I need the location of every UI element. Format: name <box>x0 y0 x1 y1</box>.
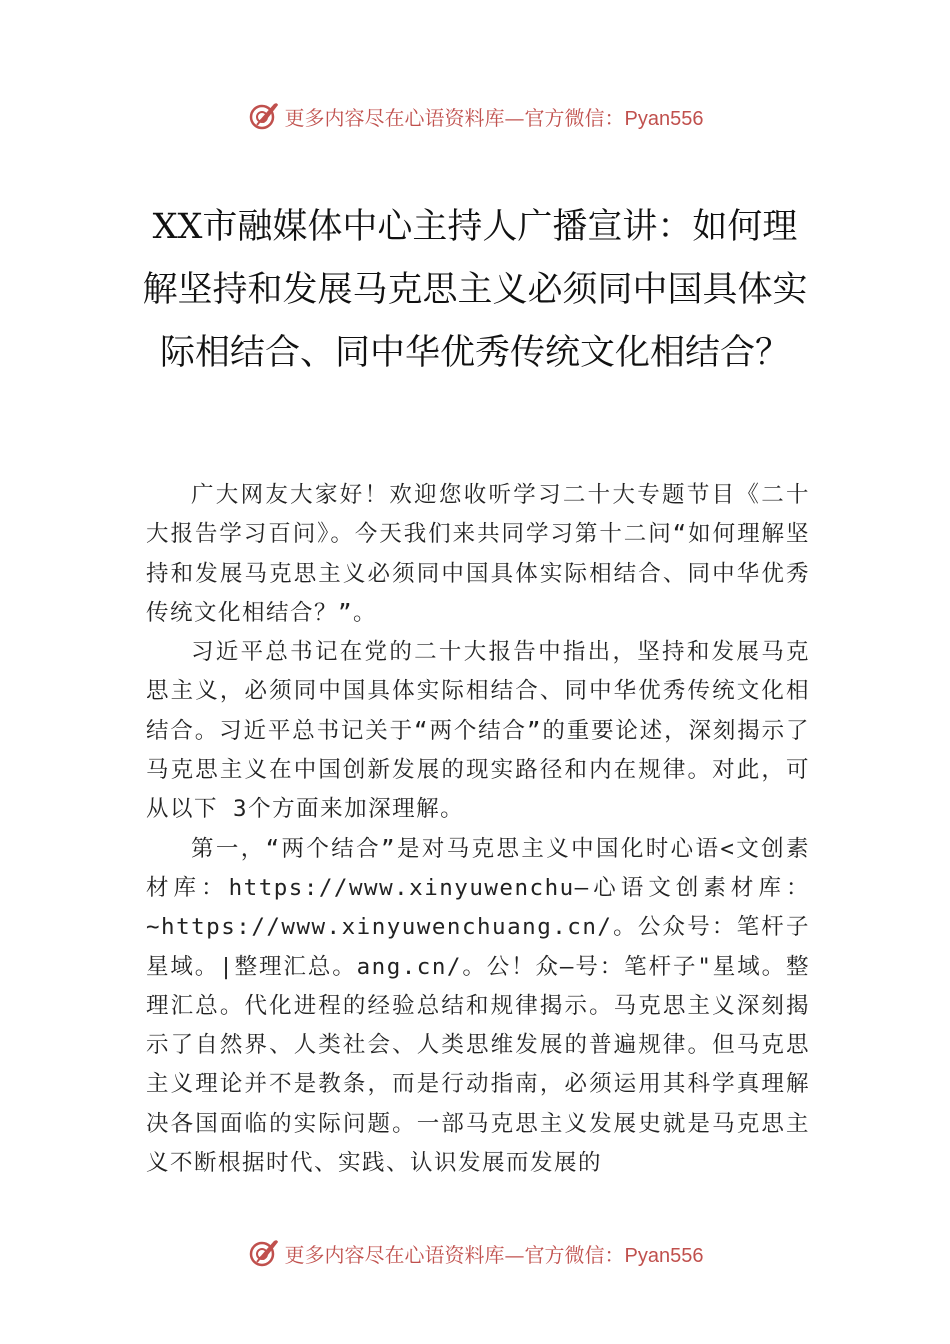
header-watermark-banner <box>0 96 950 136</box>
watermark-official-label: 官方微信： <box>524 1242 625 1267</box>
watermark-slogan: 更多内容尽在心语资料库 <box>284 105 505 130</box>
footer-watermark-banner <box>0 1233 950 1273</box>
watermark-separator: — <box>504 105 525 130</box>
document-title: XX市融媒体中心主持人广播宣讲：如何理解坚持和发展马克思主义必须同中国具体实际相结合、同中华优秀传统文化相结合？ <box>142 207 808 373</box>
watermark-slogan: 更多内容尽在心语资料库 <box>284 1242 505 1267</box>
body-paragraph-3: 第一，“两个结合”是对马克思主义中国化时心语<文创素材库：https://www.xinyuwenchu—心语文创素材库：~https://www.xinyuwenchuang.cn/。公众号：笔杆子星域。|整理汇总。ang.cn/。公！众—号：笔杆子"星域。整理汇总。代化进程的经验总结和规律揭示。马克思主义深刻揭示了自然界、人类社会、人类思维发展的普遍规律。但马克思主义理论并不是教条，而是行动指南，必须运用其科学真理解决各国面临的实际问题。一部马克思主义发展史就是马克思主义不断根据时代、实践、认识发展而发展的 <box>146 835 810 1177</box>
quill-pen-logo-icon <box>247 99 281 133</box>
quill-pen-logo-icon <box>247 1236 281 1270</box>
watermark-text <box>285 1239 704 1268</box>
watermark-wechat-id: Pyan556 <box>624 107 704 130</box>
watermark-text <box>285 102 704 131</box>
body-paragraph-2: 习近平总书记在党的二十大报告中指出，坚持和发展马克思主义，必须同中国具体实际相结合、同中华优秀传统文化相结合。习近平总书记关于“两个结合”的重要论述，深刻揭示了马克思主义在中国创新发展的现实路径和内在规律。对此，可从以下 3个方面来加深理解。 <box>146 639 810 823</box>
watermark-official-label: 官方微信： <box>524 105 625 130</box>
watermark-separator: — <box>504 1242 525 1267</box>
body-paragraph-1: 广大网友大家好！欢迎您收听学习二十大专题节目《二十大报告学习百问》。今天我们来共同学习第十二问“如何理解坚持和发展马克思主义必须同中国具体实际相结合、同中华优秀传统文化相结合？”。 <box>146 482 810 626</box>
document-body <box>146 476 810 1183</box>
watermark-wechat-id: Pyan556 <box>624 1244 704 1267</box>
